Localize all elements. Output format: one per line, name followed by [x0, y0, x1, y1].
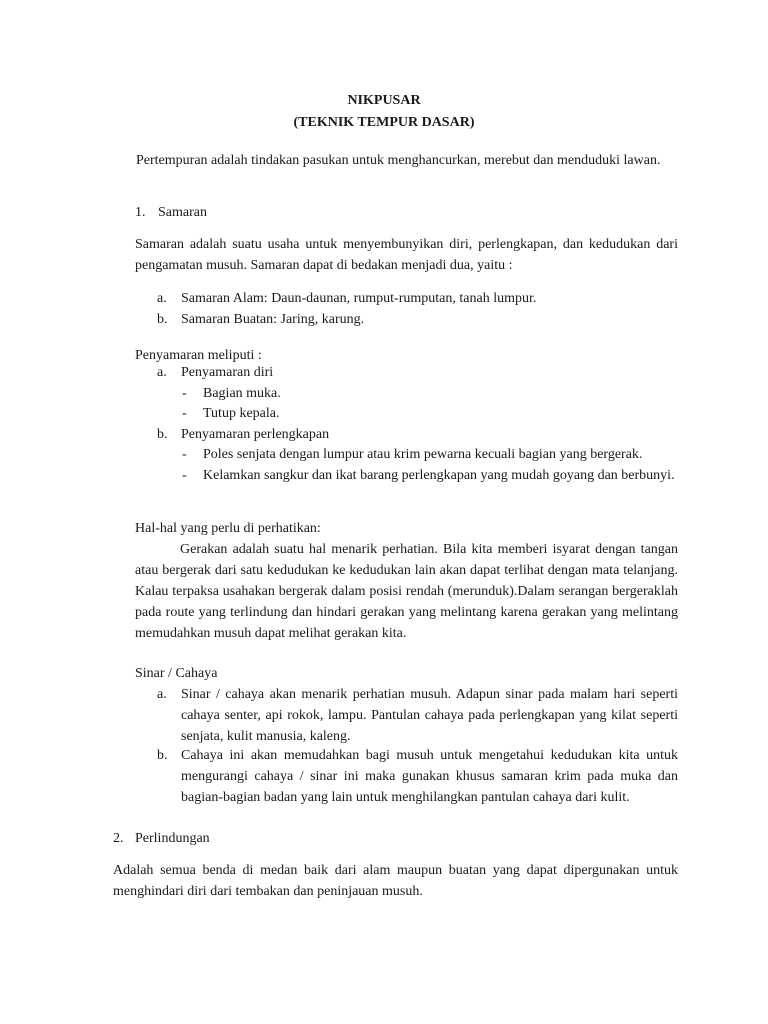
movement-paragraph: Gerakan adalah suatu hal menarik perhatian. Bila kita memberi isyarat dengan tangan atau bergerak dari satu kedudukan ke kedudukan lain akan dapat terlihat dengan mata telanjang. Kalau terpaksa usahakan bergerak dalam posisi rendah (merunduk).Dalam serangan bergeraklah pada route yang terlindung dan hindari gerakan yang melintang karena gerakan yang melintang memudahkan musuh dapat melihat gerakan kita. [135, 542, 678, 641]
disguise-a-item-1-marker: - [182, 386, 187, 401]
section-1-number: 1. [135, 205, 146, 220]
disguise-b-marker: b. [157, 427, 168, 442]
disguise-b-item-2-marker: - [182, 468, 187, 483]
light-heading: Sinar / Cahaya [135, 666, 218, 681]
disguise-b-item-2: Kelamkan sangkur dan ikat barang perlengkapan yang mudah goyang dan berbunyi. [203, 468, 675, 483]
perlindungan-paragraph: Adalah semua benda di medan baik dari alam maupun buatan yang dapat dipergunakan untuk menghindari diri dari tembakan dan peninjauan musuh. [113, 863, 678, 899]
samaran-type-a: Samaran Alam: Daun-daunan, rumput-rumputan, tanah lumpur. [181, 291, 537, 306]
document-title: NIKPUSAR [347, 93, 421, 108]
section-2-heading: Perlindungan [135, 831, 210, 846]
samaran-type-b-marker: b. [157, 312, 168, 327]
samaran-paragraph: Samaran adalah suatu usaha untuk menyembunyikan diri, perlengkapan, dan kedudukan dari pengamatan musuh. Samaran dapat di bedakan menjadi dua, yaitu : [135, 237, 678, 273]
disguise-b-item-1-marker: - [182, 447, 187, 462]
document-subtitle: (TEKNIK TEMPUR DASAR) [293, 115, 475, 130]
attention-heading: Hal-hal yang perlu di perhatikan: [135, 521, 321, 536]
light-item-b: Cahaya ini akan memudahkan bagi musuh untuk mengetahui kedudukan kita untuk mengurangi cahaya / sinar ini maka gunakan khusus samaran krim pada muka dan bagian-bagian badan yang lain untuk menghilangkan pantulan cahaya dari kulit. [181, 748, 678, 805]
disguise-a-marker: a. [157, 365, 167, 380]
disguise-b-item-1: Poles senjata dengan lumpur atau krim pewarna kecuali bagian yang bergerak. [203, 447, 643, 462]
disguise-a-item-2-marker: - [182, 406, 187, 421]
section-1-heading: Samaran [158, 205, 207, 220]
light-item-b-marker: b. [157, 748, 168, 763]
section-2-number: 2. [113, 831, 124, 846]
disguise-a-item-2: Tutup kepala. [203, 406, 280, 421]
light-item-a: Sinar / cahaya akan menarik perhatian musuh. Adapun sinar pada malam hari seperti cahaya senter, api rokok, lampu. Pantulan cahaya pada perlengkapan yang kilat seperti senjata, kulit manusia, kaleng. [181, 687, 678, 744]
samaran-type-a-marker: a. [157, 291, 167, 306]
samaran-type-b: Samaran Buatan: Jaring, karung. [181, 312, 365, 327]
disguise-a-label: Penyamaran diri [181, 365, 274, 380]
intro-paragraph: Pertempuran adalah tindakan pasukan untuk menghancurkan, merebut dan menduduki lawan. [136, 153, 661, 168]
light-item-a-marker: a. [157, 687, 167, 702]
disguise-heading: Penyamaran meliputi : [135, 348, 262, 363]
disguise-a-item-1: Bagian muka. [203, 386, 281, 401]
disguise-b-label: Penyamaran perlengkapan [181, 427, 330, 442]
